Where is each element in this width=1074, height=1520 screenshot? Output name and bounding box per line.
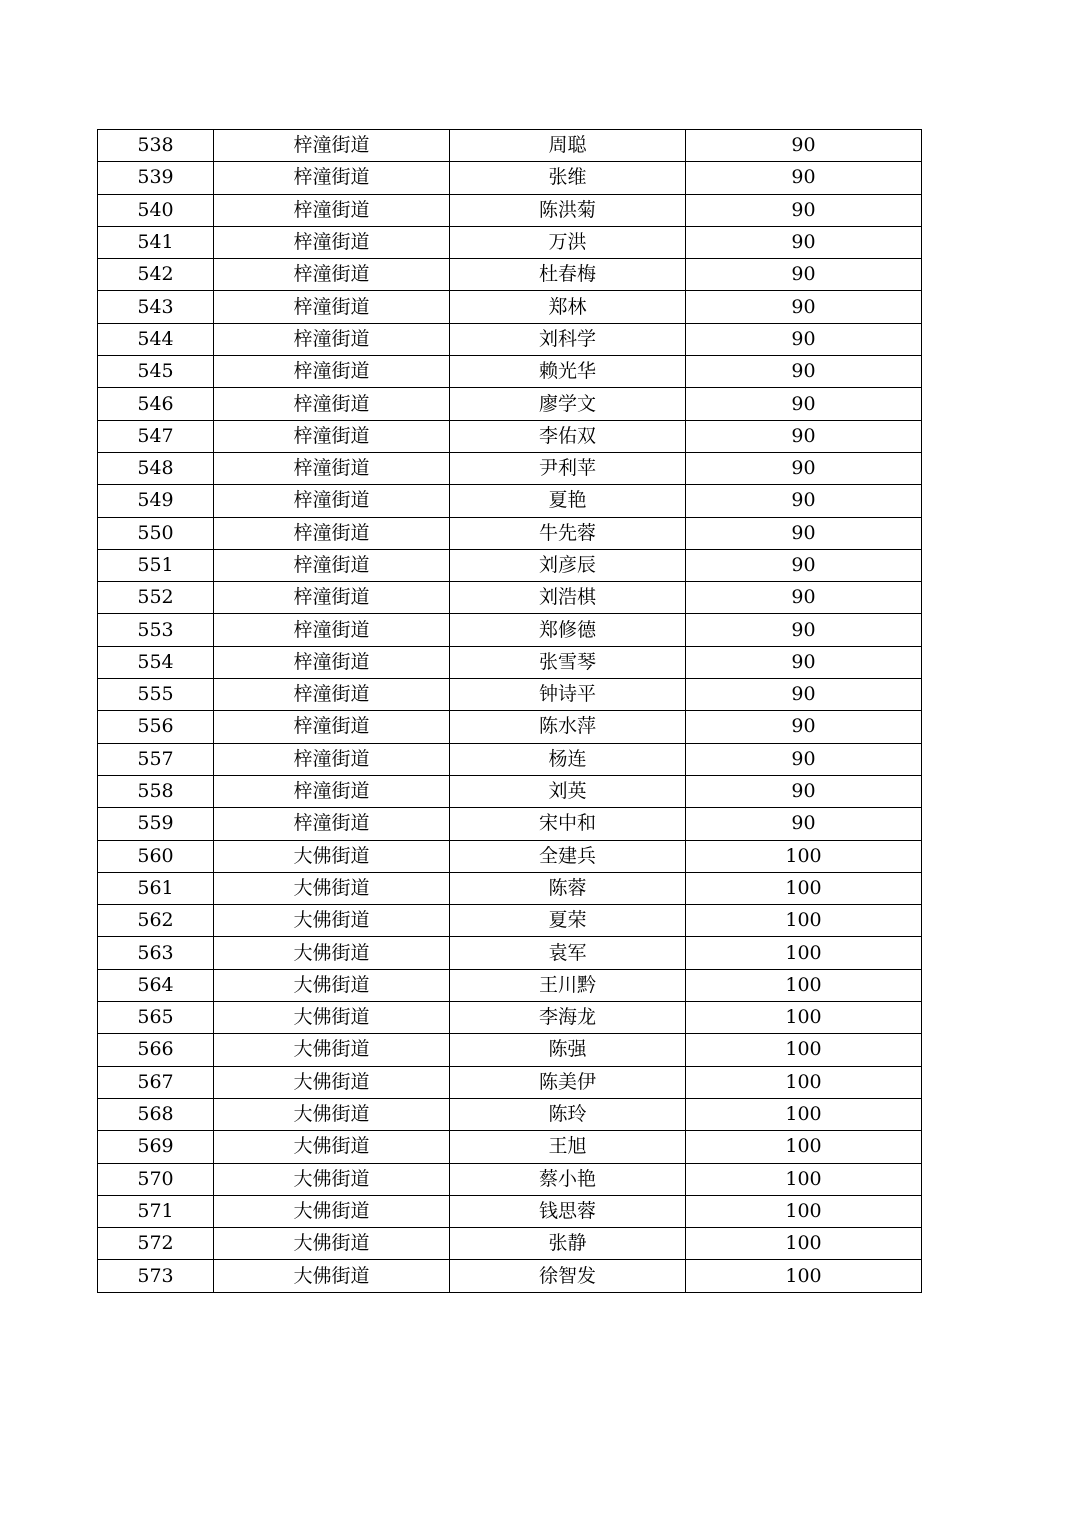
cell-person-name: 郑修德 xyxy=(450,614,686,646)
cell-score: 90 xyxy=(686,130,922,162)
table-row xyxy=(98,614,922,646)
cell-street: 大佛街道 xyxy=(214,840,450,872)
cell-serial-number: 555 xyxy=(98,679,214,711)
cell-street: 大佛街道 xyxy=(214,1066,450,1098)
cell-score: 100 xyxy=(686,1228,922,1260)
table-row xyxy=(98,549,922,581)
cell-score: 90 xyxy=(686,194,922,226)
table-row xyxy=(98,259,922,291)
cell-person-name: 陈美伊 xyxy=(450,1066,686,1098)
cell-person-name: 赖光华 xyxy=(450,356,686,388)
cell-score: 90 xyxy=(686,582,922,614)
cell-street: 梓潼街道 xyxy=(214,485,450,517)
cell-serial-number: 556 xyxy=(98,711,214,743)
cell-person-name: 周聪 xyxy=(450,130,686,162)
cell-street: 大佛街道 xyxy=(214,937,450,969)
cell-person-name: 刘英 xyxy=(450,775,686,807)
cell-person-name: 陈玲 xyxy=(450,1098,686,1130)
cell-serial-number: 559 xyxy=(98,808,214,840)
table-row xyxy=(98,194,922,226)
cell-score: 90 xyxy=(686,452,922,484)
cell-street: 梓潼街道 xyxy=(214,743,450,775)
cell-person-name: 李海龙 xyxy=(450,1002,686,1034)
table-row xyxy=(98,356,922,388)
cell-score: 90 xyxy=(686,743,922,775)
cell-street: 梓潼街道 xyxy=(214,646,450,678)
cell-person-name: 全建兵 xyxy=(450,840,686,872)
cell-serial-number: 571 xyxy=(98,1195,214,1227)
cell-serial-number: 566 xyxy=(98,1034,214,1066)
table-row xyxy=(98,743,922,775)
cell-street: 梓潼街道 xyxy=(214,194,450,226)
cell-person-name: 蔡小艳 xyxy=(450,1163,686,1195)
cell-street: 梓潼街道 xyxy=(214,388,450,420)
cell-score: 100 xyxy=(686,905,922,937)
table-row xyxy=(98,1131,922,1163)
cell-serial-number: 552 xyxy=(98,582,214,614)
cell-serial-number: 545 xyxy=(98,356,214,388)
cell-street: 大佛街道 xyxy=(214,1228,450,1260)
cell-score: 90 xyxy=(686,808,922,840)
cell-score: 90 xyxy=(686,291,922,323)
cell-street: 梓潼街道 xyxy=(214,775,450,807)
table-row xyxy=(98,872,922,904)
table-row xyxy=(98,1195,922,1227)
cell-serial-number: 544 xyxy=(98,323,214,355)
table-row xyxy=(98,711,922,743)
cell-serial-number: 561 xyxy=(98,872,214,904)
cell-score: 90 xyxy=(686,646,922,678)
cell-street: 大佛街道 xyxy=(214,1163,450,1195)
table-row xyxy=(98,485,922,517)
table-row xyxy=(98,162,922,194)
table-row xyxy=(98,1163,922,1195)
cell-score: 100 xyxy=(686,1163,922,1195)
cell-serial-number: 557 xyxy=(98,743,214,775)
cell-score: 100 xyxy=(686,937,922,969)
cell-serial-number: 564 xyxy=(98,969,214,1001)
cell-street: 梓潼街道 xyxy=(214,517,450,549)
cell-person-name: 张雪琴 xyxy=(450,646,686,678)
cell-serial-number: 538 xyxy=(98,130,214,162)
cell-serial-number: 548 xyxy=(98,452,214,484)
cell-street: 梓潼街道 xyxy=(214,420,450,452)
cell-street: 梓潼街道 xyxy=(214,549,450,581)
cell-street: 梓潼街道 xyxy=(214,162,450,194)
table-row xyxy=(98,840,922,872)
cell-person-name: 张静 xyxy=(450,1228,686,1260)
table-body xyxy=(98,130,922,1293)
table-row xyxy=(98,1066,922,1098)
cell-score: 90 xyxy=(686,162,922,194)
cell-serial-number: 569 xyxy=(98,1131,214,1163)
cell-street: 大佛街道 xyxy=(214,905,450,937)
cell-serial-number: 573 xyxy=(98,1260,214,1292)
cell-score: 100 xyxy=(686,872,922,904)
cell-score: 100 xyxy=(686,840,922,872)
table-row xyxy=(98,130,922,162)
cell-score: 90 xyxy=(686,549,922,581)
cell-serial-number: 572 xyxy=(98,1228,214,1260)
cell-street: 梓潼街道 xyxy=(214,452,450,484)
cell-person-name: 徐智发 xyxy=(450,1260,686,1292)
cell-person-name: 张维 xyxy=(450,162,686,194)
cell-street: 梓潼街道 xyxy=(214,808,450,840)
cell-person-name: 钱思蓉 xyxy=(450,1195,686,1227)
table-row xyxy=(98,1002,922,1034)
table-row xyxy=(98,1034,922,1066)
table-row xyxy=(98,226,922,258)
cell-serial-number: 560 xyxy=(98,840,214,872)
cell-serial-number: 540 xyxy=(98,194,214,226)
cell-street: 梓潼街道 xyxy=(214,130,450,162)
cell-street: 梓潼街道 xyxy=(214,259,450,291)
cell-street: 大佛街道 xyxy=(214,1002,450,1034)
cell-person-name: 刘浩棋 xyxy=(450,582,686,614)
cell-serial-number: 539 xyxy=(98,162,214,194)
cell-person-name: 王川黔 xyxy=(450,969,686,1001)
cell-serial-number: 549 xyxy=(98,485,214,517)
cell-person-name: 郑林 xyxy=(450,291,686,323)
cell-street: 梓潼街道 xyxy=(214,356,450,388)
cell-person-name: 陈水萍 xyxy=(450,711,686,743)
table-row xyxy=(98,582,922,614)
cell-score: 90 xyxy=(686,679,922,711)
cell-score: 90 xyxy=(686,420,922,452)
cell-person-name: 陈蓉 xyxy=(450,872,686,904)
cell-serial-number: 568 xyxy=(98,1098,214,1130)
cell-serial-number: 550 xyxy=(98,517,214,549)
cell-serial-number: 541 xyxy=(98,226,214,258)
cell-score: 100 xyxy=(686,969,922,1001)
cell-score: 100 xyxy=(686,1098,922,1130)
table-row xyxy=(98,1260,922,1292)
cell-score: 90 xyxy=(686,323,922,355)
cell-serial-number: 551 xyxy=(98,549,214,581)
cell-serial-number: 553 xyxy=(98,614,214,646)
cell-score: 100 xyxy=(686,1034,922,1066)
table-row xyxy=(98,388,922,420)
cell-serial-number: 547 xyxy=(98,420,214,452)
cell-serial-number: 542 xyxy=(98,259,214,291)
cell-score: 100 xyxy=(686,1002,922,1034)
cell-person-name: 李佑双 xyxy=(450,420,686,452)
cell-street: 大佛街道 xyxy=(214,969,450,1001)
table-row xyxy=(98,646,922,678)
cell-score: 100 xyxy=(686,1131,922,1163)
cell-person-name: 杨连 xyxy=(450,743,686,775)
cell-serial-number: 543 xyxy=(98,291,214,323)
cell-score: 90 xyxy=(686,259,922,291)
cell-serial-number: 570 xyxy=(98,1163,214,1195)
cell-score: 90 xyxy=(686,614,922,646)
cell-score: 100 xyxy=(686,1260,922,1292)
cell-person-name: 杜春梅 xyxy=(450,259,686,291)
cell-person-name: 刘科学 xyxy=(450,323,686,355)
cell-street: 梓潼街道 xyxy=(214,614,450,646)
cell-street: 梓潼街道 xyxy=(214,711,450,743)
cell-person-name: 夏艳 xyxy=(450,485,686,517)
cell-street: 大佛街道 xyxy=(214,1034,450,1066)
cell-person-name: 王旭 xyxy=(450,1131,686,1163)
cell-person-name: 廖学文 xyxy=(450,388,686,420)
cell-serial-number: 565 xyxy=(98,1002,214,1034)
table-row xyxy=(98,1228,922,1260)
cell-score: 90 xyxy=(686,711,922,743)
cell-person-name: 万洪 xyxy=(450,226,686,258)
table-row xyxy=(98,517,922,549)
table-row xyxy=(98,1098,922,1130)
cell-street: 大佛街道 xyxy=(214,1098,450,1130)
cell-person-name: 袁军 xyxy=(450,937,686,969)
table-row xyxy=(98,937,922,969)
cell-street: 大佛街道 xyxy=(214,872,450,904)
cell-person-name: 陈洪菊 xyxy=(450,194,686,226)
table-row xyxy=(98,969,922,1001)
table-row xyxy=(98,323,922,355)
cell-street: 大佛街道 xyxy=(214,1260,450,1292)
cell-serial-number: 546 xyxy=(98,388,214,420)
table-row xyxy=(98,420,922,452)
table-row xyxy=(98,679,922,711)
cell-score: 90 xyxy=(686,517,922,549)
cell-person-name: 陈强 xyxy=(450,1034,686,1066)
cell-score: 90 xyxy=(686,388,922,420)
cell-street: 梓潼街道 xyxy=(214,582,450,614)
cell-street: 大佛街道 xyxy=(214,1195,450,1227)
cell-score: 100 xyxy=(686,1066,922,1098)
cell-score: 90 xyxy=(686,775,922,807)
cell-person-name: 宋中和 xyxy=(450,808,686,840)
cell-street: 梓潼街道 xyxy=(214,291,450,323)
table-row xyxy=(98,905,922,937)
cell-score: 90 xyxy=(686,356,922,388)
cell-score: 100 xyxy=(686,1195,922,1227)
cell-serial-number: 554 xyxy=(98,646,214,678)
cell-person-name: 刘彦辰 xyxy=(450,549,686,581)
cell-person-name: 尹利苹 xyxy=(450,452,686,484)
table-row xyxy=(98,775,922,807)
cell-score: 90 xyxy=(686,226,922,258)
data-table xyxy=(97,129,922,1293)
cell-person-name: 夏荣 xyxy=(450,905,686,937)
cell-serial-number: 558 xyxy=(98,775,214,807)
cell-street: 梓潼街道 xyxy=(214,679,450,711)
cell-person-name: 钟诗平 xyxy=(450,679,686,711)
table-row xyxy=(98,808,922,840)
cell-person-name: 牛先蓉 xyxy=(450,517,686,549)
cell-serial-number: 562 xyxy=(98,905,214,937)
cell-street: 梓潼街道 xyxy=(214,226,450,258)
cell-street: 梓潼街道 xyxy=(214,323,450,355)
cell-street: 大佛街道 xyxy=(214,1131,450,1163)
cell-score: 90 xyxy=(686,485,922,517)
table-row xyxy=(98,452,922,484)
cell-serial-number: 563 xyxy=(98,937,214,969)
table-row xyxy=(98,291,922,323)
cell-serial-number: 567 xyxy=(98,1066,214,1098)
